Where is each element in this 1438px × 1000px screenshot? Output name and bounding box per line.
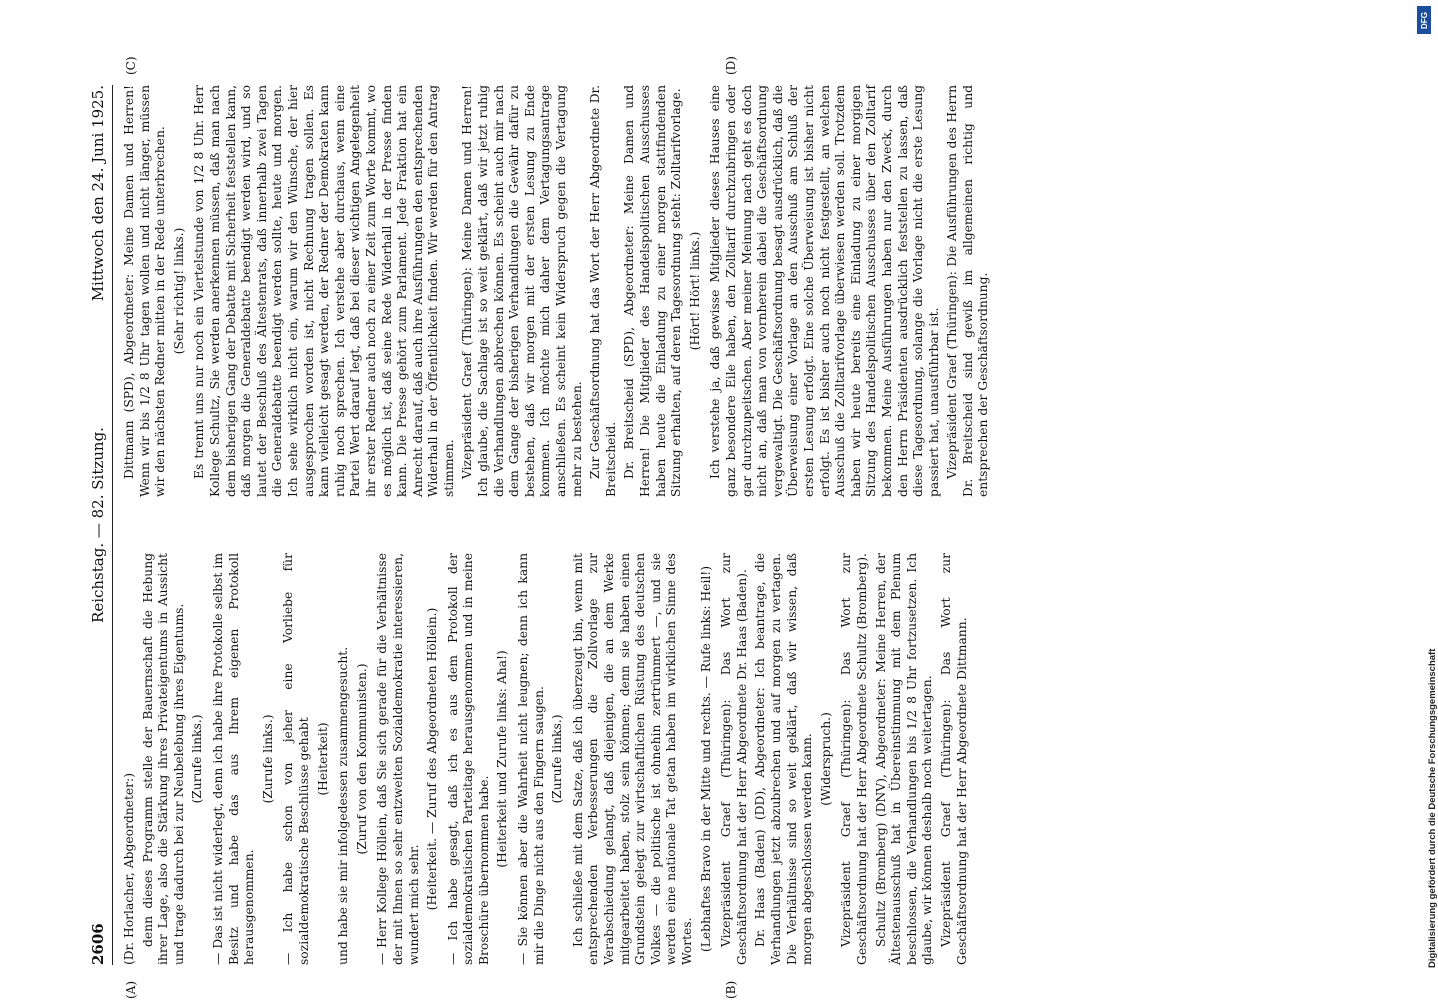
session-date: Mittwoch den 24. Juni 1925.: [89, 85, 107, 302]
left-column-paragraph: (Dr. Horlacher, Abgeordneter:): [122, 773, 136, 965]
right-column-paragraph: Dittmann (SPD), Abgeordneter: Meine Damen und Herren! Wenn wir bis 1/2 8 Uhr tagen wollen und nicht länger, müssen wir den nächsten Redner mitten in der Rede unterbrechen.: [122, 85, 168, 497]
left-column-paragraph: — Sie können aber die Wahrheit nicht leugnen; denn ich kann mir die Dinge nicht aus den Fingern saugen.: [516, 553, 546, 965]
left-column-paragraph: — Ich habe gesagt, daß ich es aus dem Protokoll der sozialdemokratischen Parteitage herausgenommen und in meine Broschüre übernommen habe.: [445, 553, 491, 965]
left-column-paragraph: (Zurufe links.): [550, 714, 565, 804]
left-column-paragraph: Vizepräsident Graef (Thüringen): Das Wort zur Geschäftsordnung hat der Herr Abgeordnete Dr. Haas (Baden).: [719, 553, 749, 965]
running-header: [84, 85, 113, 965]
left-column-paragraph: Vizepräsident Graef (Thüringen): Das Wort zur Geschäftsordnung hat der Herr Abgeordnete Schultz (Bromberg).: [839, 553, 869, 965]
digitization-note: [1413, 10, 1438, 990]
margin-marker-a: (A): [124, 980, 138, 999]
left-column-paragraph: (Widerspruch.): [818, 712, 833, 806]
right-column-paragraph: (Hört! Hört! links.): [687, 231, 702, 351]
margin-marker-c: (C): [124, 56, 138, 75]
left-column-paragraph: Schultz (Bromberg) (DNV), Abgeordneter: Meine Herren, der Ältestenausschuß hat in Übereinstimmung mit dem Plenum beschlossen, die Verhandlungen bis 1/2 8 Uhr fortzusetzen. Ich glaube, wir können deshalb noch weitertagen.: [873, 553, 935, 965]
right-column-paragraph: Vizepräsident Graef (Thüringen): Die Ausführungen des Herrn Dr. Breitscheid sind gewiß im allgemeinen richtig und entsprechen der Geschäftsordnung.: [945, 85, 991, 497]
left-column-paragraph: — Das ist nicht widerlegt, denn ich habe ihre Protokolle selbst im Besitz und habe das aus Ihrem eigenen Protokoll herausgenommen.: [210, 553, 257, 965]
right-column-paragraph: Zur Geschäftsordnung hat das Wort der Herr Abgeordnete Dr. Breitscheid.: [588, 85, 618, 497]
left-column-paragraph: (Heiterkeit): [315, 722, 330, 796]
right-column-paragraph: Vizepräsident Graef (Thüringen): Meine Damen und Herren! Ich glaube, die Sachlage ist so weit geklärt, daß wir jetzt ruhig die Verhandlungen abbrechen können. Es scheint auch mir nach dem Gange der bisherigen Verhandlungen die Gewähr dafür zu bestehen, daß wir morgen mit der ersten Lesung zu Ende kommen. Ich möchte mich daher dem Vertagungsantrage anschließen. Es scheint kein Widerspruch gegen die Vertagung mehr zu bestehen.: [460, 85, 584, 497]
left-column-paragraph: und habe sie mir infolgedessen zusammengesucht.: [336, 646, 351, 965]
left-column-paragraph: (Heiterkeit und Zurufe links: Aha!): [495, 650, 510, 868]
left-column-paragraph: Ich schließe mit dem Satze, daß ich überzeugt bin, wenn mit entsprechenden Verbesserungen die Zollvorlage zur Verabschiedung gelangt, daß diejenigen, die an dem Werke mitgearbeitet haben, stolz sein können; denn sie haben einen Grundstein gelegt zur wirtschaftlichen Rüstung des deutschen Volkes — die politische ist ohnehin zertrümmert —, und sie werden eine nationale Tat getan haben im wirklichen Sinne des Wortes.: [570, 553, 694, 965]
left-column-paragraph: (Zurufe links.): [260, 714, 275, 804]
right-column-paragraph: Dr. Breitscheid (SPD), Abgeordneter: Meine Damen und Herren! Die Mitglieder des Handelspolitischen Ausschusses haben heute die Einladung zu einer morgen stattfindenden Sitzung erhalten, auf deren Tagesordnung steht: Zolltarifvorlage.: [622, 85, 684, 497]
left-column-paragraph: Dr. Haas (Baden) (DD), Abgeordneter: Ich beantrage, die Verhandlungen jetzt abzubrechen und auf morgen zu vertagen. Die Verhältnisse sind so weit geklärt, daß wir wissen, daß morgen abgeschlossen werden kann.: [753, 553, 815, 965]
left-column-paragraph: (Heiterkeit. — Zuruf des Abgeordneten Höllein.): [425, 607, 440, 911]
left-column: [122, 553, 1342, 965]
left-column-paragraph: (Lebhaftes Bravo in der Mitte und rechts. — Rufe links: Heil!): [698, 565, 713, 953]
left-column-paragraph: (Zurufe links.): [190, 714, 205, 804]
left-column-paragraph: — Herr Kollege Höllein, daß Sie sich gerade für die Verhältnisse der mit Ihnen so sehr entzweiten Sozialdemokratie interessieren, wundert mich sehr.: [375, 553, 421, 965]
right-column-paragraph: Es trennt uns nur noch ein Viertelstunde von 1/2 8 Uhr. Herr Kollege Schultz, Sie werden anerkennen müssen, daß man nach dem bisherigen Gang der Debatte mit Sicherheit feststellen kann, daß morgen die Generaldebatte beendigt werden wird, und so lautet der Beschluß des Ältestenrats, daß innerhalb zwei Tagen die Generaldebatte beendigt werden sollte, heute und morgen. Ich sehe wirklich nicht ein, warum wir den Wünsche, der hier ausgesprochen worden ist, nicht Rechnung tragen sollen. Es kann vielleicht gesagt werden, der Redner der Demokraten kann ruhig noch sprechen. Ich verstehe aber durchaus, wenn eine Partei Wert darauf legt, daß bei dieser wichtigen Angelegenheit ihr erster Redner auch noch zu einer Zeit zum Worte kommt, wo es möglich ist, daß seine Rede Widerhall in der Presse finden kann. Die Presse gehört zum Parlament. Jede Fraktion hat ein Anrecht darauf, daß auch ihre Ausführungen den entsprechenden Widerhall in der Öffentlichkeit finden. Wir werden für den Antrag stimmen.: [192, 85, 456, 497]
right-column-paragraph: (Sehr richtig! links.): [171, 227, 186, 355]
dfg-logo: DFG: [1417, 6, 1431, 34]
margin-marker-d: (D): [724, 56, 738, 75]
left-column-paragraph: — Ich habe schon von jeher eine Vorliebe für sozialdemokratische Beschlüsse gehabt: [281, 553, 311, 965]
right-column: [122, 85, 1342, 497]
right-column-paragraph: Ich verstehe ja, daß gewisse Mitglieder dieses Hauses eine ganz besondere Eile haben, den Zolltarif durchzubringen oder gar durchzupeitschen. Aber meiner Meinung nach geht es doch nicht an, daß man von vornherein dabei die Geschäftsordnung vergewaltigt. Die Geschäftsordnung besagt ausdrücklich, daß die Überweisung einer Vorlage an den Ausschuß am Schluß der ersten Lesung erfolgt. Eine solche Überweisung ist bisher nicht erfolgt. Es ist bisher auch noch nicht festgestellt, an welchen Ausschuß die Zolltarifvorlage überwiesen werden soll. Trotzdem haben wir heute bereits eine Einladung zu einer morgigen Sitzung des Handelspolitischen Ausschusses über den Zolltarif bekommen. Meine Ausführungen haben nur den Zweck, durch den Herrn Präsidenten ausdrücklich feststellen zu lassen, daß diese Tagesordnung, solange die Vorlage nicht die erste Lesung passiert hat, unausführbar ist.: [708, 85, 941, 497]
left-column-paragraph: denn dieses Programm stelle der Bauernschaft die Hebung ihrer Lage, also die Stärkung ihres Privateigentums in Aussicht und trage dadurch bei zur Neubelebung ihres Eigentums.: [140, 553, 186, 965]
margin-marker-b: (B): [724, 980, 738, 999]
digitization-note-text: Digitalisierung gefördert durch die Deutsche Forschungsgemeinschaft: [1427, 648, 1438, 968]
page-number: 2606: [89, 923, 107, 965]
session-title: Reichstag. — 82. Sitzung.: [89, 427, 107, 623]
rotated-document: [84, 56, 1354, 999]
left-column-paragraph: Vizepräsident Graef (Thüringen): Das Wort zur Geschäftsordnung hat der Herr Abgeordnete Dittmann.: [938, 553, 969, 965]
left-column-paragraph: (Zuruf von den Kommunisten.): [354, 663, 369, 855]
